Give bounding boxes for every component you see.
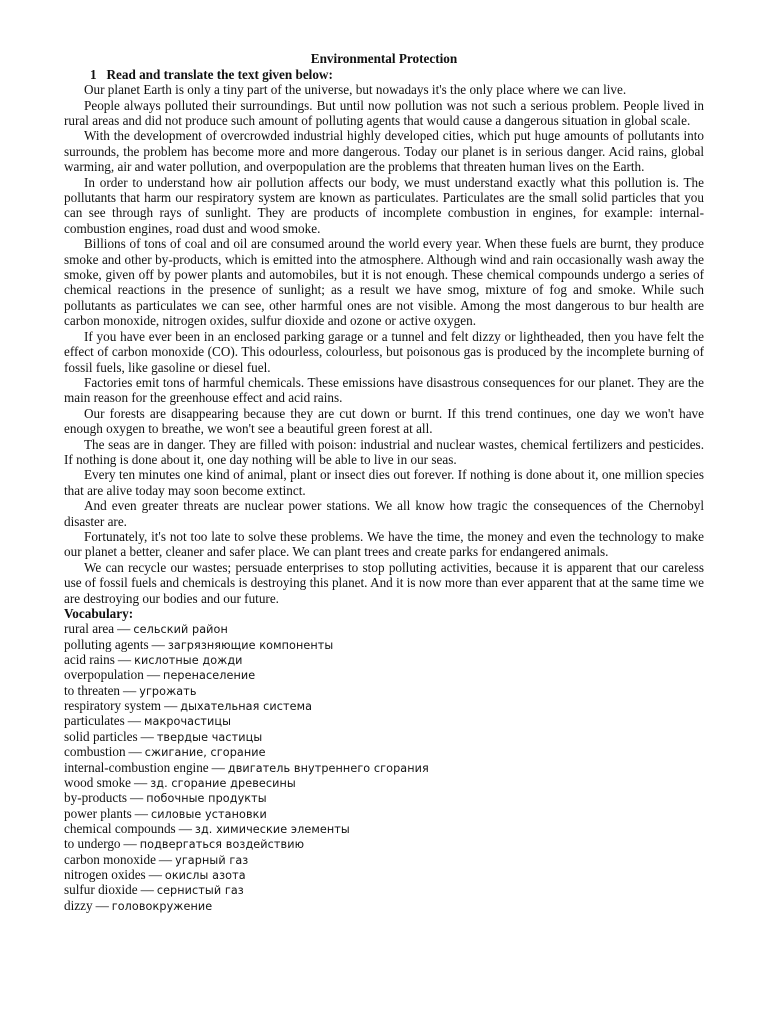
- vocabulary-term: wood smoke: [64, 774, 132, 790]
- vocabulary-translation: угрожать: [139, 684, 197, 698]
- vocabulary-item: [64, 898, 704, 913]
- vocabulary-translation: перенаселение: [163, 669, 256, 683]
- vocabulary-item: [64, 775, 704, 790]
- vocabulary-dash: —: [178, 820, 192, 836]
- vocabulary-dash: —: [130, 790, 144, 806]
- vocabulary-item: [64, 713, 704, 728]
- vocabulary-dash: —: [123, 682, 137, 698]
- vocabulary-translation: зд. химические элементы: [194, 822, 350, 836]
- vocabulary-dash: —: [134, 774, 148, 790]
- vocabulary-item: [64, 744, 704, 759]
- vocabulary-term: polluting agents: [64, 636, 149, 652]
- vocabulary-translation: загрязняющие компоненты: [167, 638, 334, 652]
- vocabulary-term: power plants: [64, 805, 132, 821]
- vocabulary-term: respiratory system: [64, 698, 162, 714]
- vocabulary-item: [64, 821, 704, 836]
- vocabulary-dash: —: [117, 621, 131, 637]
- paragraph-3: With the development of overcrowded industrial highly developed cities, which put huge amounts of pollutants into surrounds, the problem has become more and more dangerous. Today our planet is in serious danger. Acid rains, global warming, air and water pollution, and overpopulation are the problems that threaten human lives on the Earth.: [64, 128, 704, 175]
- vocabulary-translation: побочные продукты: [146, 792, 267, 806]
- vocabulary-dash: —: [164, 698, 178, 714]
- vocabulary-translation: силовые установки: [150, 807, 267, 821]
- vocabulary-item: [64, 652, 704, 667]
- task-text: Read and translate the text given below:: [106, 66, 333, 82]
- vocabulary-term: overpopulation: [64, 667, 144, 683]
- paragraph-4: In order to understand how air pollution affects our body, we must understand exactly what this pollution is. The pollutants that harm our respiratory system are known as particulates. Particulates are the small solid particles that you can see through rays of sunlight. They are products of incomplete combustion in engines, for example: internal-combustion engines, road dust and wood smoke.: [64, 174, 704, 236]
- vocabulary-term: by-products: [64, 790, 127, 806]
- vocabulary-term: carbon monoxide: [64, 851, 156, 867]
- article-body: [64, 82, 704, 606]
- paragraph-6: If you have ever been in an enclosed parking garage or a tunnel and felt dizzy or lightheaded, then you have felt the effect of carbon monoxide (CO). This odourless, colourless, but poisonous gas is produced by the incomplete burning of fossil fuels, like gasoline or diesel fuel.: [64, 328, 704, 375]
- vocabulary-item: [64, 729, 704, 744]
- vocabulary-dash: —: [211, 759, 225, 775]
- vocabulary-dash: —: [128, 744, 142, 760]
- vocabulary-translation: твердые частицы: [156, 730, 263, 744]
- vocabulary-item: [64, 882, 704, 897]
- paragraph-8: Our forests are disappearing because they are cut down or burnt. If this trend continues, one day we won't have enough oxygen to breathe, we won't see a beautiful green forest at all.: [64, 405, 704, 437]
- vocabulary-translation: угарный газ: [175, 853, 249, 867]
- vocabulary-list: [64, 621, 704, 913]
- vocabulary-dash: —: [158, 851, 173, 867]
- vocabulary-dash: —: [151, 636, 165, 652]
- vocabulary-dash: —: [134, 805, 148, 821]
- vocabulary-translation: сернистый газ: [156, 884, 244, 898]
- vocabulary-term: particulates: [64, 713, 125, 729]
- vocabulary-term: rural area: [64, 621, 115, 637]
- vocabulary-translation: подвергаться воздействию: [139, 838, 305, 852]
- vocabulary-item: [64, 621, 704, 636]
- paragraph-5: Billions of tons of coal and oil are consumed around the world every year. When these fuels are burnt, they produce smoke and other by-products, which is emitted into the atmosphere. Although wind and rain occasionally wash away the smoke, given off by power plants and automobiles, but it is not enough. These chemical compounds undergo a series of chemical reactions in the presence of sunlight; as a result we have smog, mixture of fog and smoke. While such pollutants as particulates we can see, other harmful ones are not visible. Among the most dangerous to bur health are carbon monoxide, nitrogen oxides, sulfur dioxide and ozone or active oxygen.: [64, 236, 704, 329]
- vocabulary-item: [64, 667, 704, 682]
- vocabulary-item: [64, 698, 704, 713]
- vocabulary-term: acid rains: [64, 652, 115, 668]
- paragraph-9: The seas are in danger. They are filled with poison: industrial and nuclear wastes, chemical fertilizers and pesticides. If nothing is done about it, one day nothing will be able to live in our seas.: [64, 436, 704, 467]
- vocabulary-item: [64, 760, 704, 775]
- vocabulary-translation: головокружение: [111, 899, 213, 913]
- paragraph-1: Our planet Earth is only a tiny part of the universe, but nowadays it's the only place where we can live.: [84, 82, 627, 98]
- paragraph-10: Every ten minutes one kind of animal, plant or insect dies out forever. If nothing is done about it, one million species that are alive today may soon become extinct.: [64, 467, 704, 498]
- vocabulary-translation: двигатель внутреннего сгорания: [227, 761, 429, 775]
- paragraph-2: People always polluted their surroundings. But until now pollution was not such a serious problem. People lived in rural areas and did not produce such amount of polluting agents that would cause a dangerous situation in global scale.: [64, 97, 704, 128]
- vocabulary-dash: —: [123, 836, 137, 852]
- vocabulary-dash: —: [140, 728, 154, 744]
- paragraph-11: And even greater threats are nuclear power stations. We all know how tragic the consequences of the Chernobyl disaster are.: [64, 498, 704, 529]
- vocabulary-dash: —: [95, 897, 109, 913]
- vocabulary-translation: зд. сгорание древесины: [150, 776, 296, 790]
- vocabulary-dash: —: [140, 882, 154, 898]
- vocabulary-item: [64, 806, 704, 821]
- vocabulary-term: sulfur dioxide: [64, 882, 138, 898]
- vocabulary-item: [64, 790, 704, 805]
- document-title: Environmental Protection: [310, 51, 458, 66]
- vocabulary-item: [64, 852, 704, 867]
- vocabulary-translation: кислотные дожди: [134, 654, 243, 668]
- vocabulary-term: to undergo: [64, 836, 121, 852]
- paragraph-13: We can recycle our wastes; persuade enterprises to stop polluting activities, because it is apparent that our careless use of fossil fuels and chemicals is destroying this planet. And it is now more than ever apparent that at the same time we are destroying our bodies and our future.: [64, 559, 704, 606]
- vocabulary-term: to threaten: [64, 682, 121, 698]
- vocabulary-translation: дыхательная система: [180, 700, 313, 714]
- vocabulary-translation: сжигание, сгорание: [144, 746, 266, 760]
- vocabulary-item: [64, 836, 704, 851]
- vocabulary-dash: —: [146, 667, 161, 683]
- vocabulary-item: [64, 867, 704, 882]
- vocabulary-heading: Vocabulary:: [64, 606, 134, 621]
- vocabulary-translation: сельский район: [133, 623, 228, 637]
- vocabulary-translation: макрочастицы: [143, 715, 232, 729]
- vocabulary-term: internal-combustion engine: [64, 759, 209, 775]
- vocabulary-term: dizzy: [64, 897, 93, 913]
- vocabulary-term: chemical compounds: [64, 820, 176, 836]
- vocabulary-term: solid particles: [64, 728, 138, 744]
- paragraph-7: Factories emit tons of harmful chemicals. These emissions have disastrous consequences for our planet. They are the main reason for the greenhouse effect and acid rains.: [64, 374, 704, 406]
- task-number: 1: [90, 66, 97, 82]
- vocabulary-term: combustion: [64, 744, 126, 760]
- paragraph-12: Fortunately, it's not too late to solve these problems. We have the time, the money and even the technology to make our planet a better, cleaner and safer place. We can plant trees and create parks for endangered animals.: [64, 528, 704, 560]
- vocabulary-term: nitrogen oxides: [64, 866, 146, 882]
- vocabulary-item: [64, 637, 704, 652]
- vocabulary-translation: окислы азота: [164, 868, 246, 882]
- task-instruction: [64, 67, 704, 83]
- vocabulary-item: [64, 683, 704, 698]
- vocabulary-dash: —: [127, 713, 141, 729]
- vocabulary-dash: —: [148, 866, 162, 882]
- vocabulary-dash: —: [117, 652, 132, 668]
